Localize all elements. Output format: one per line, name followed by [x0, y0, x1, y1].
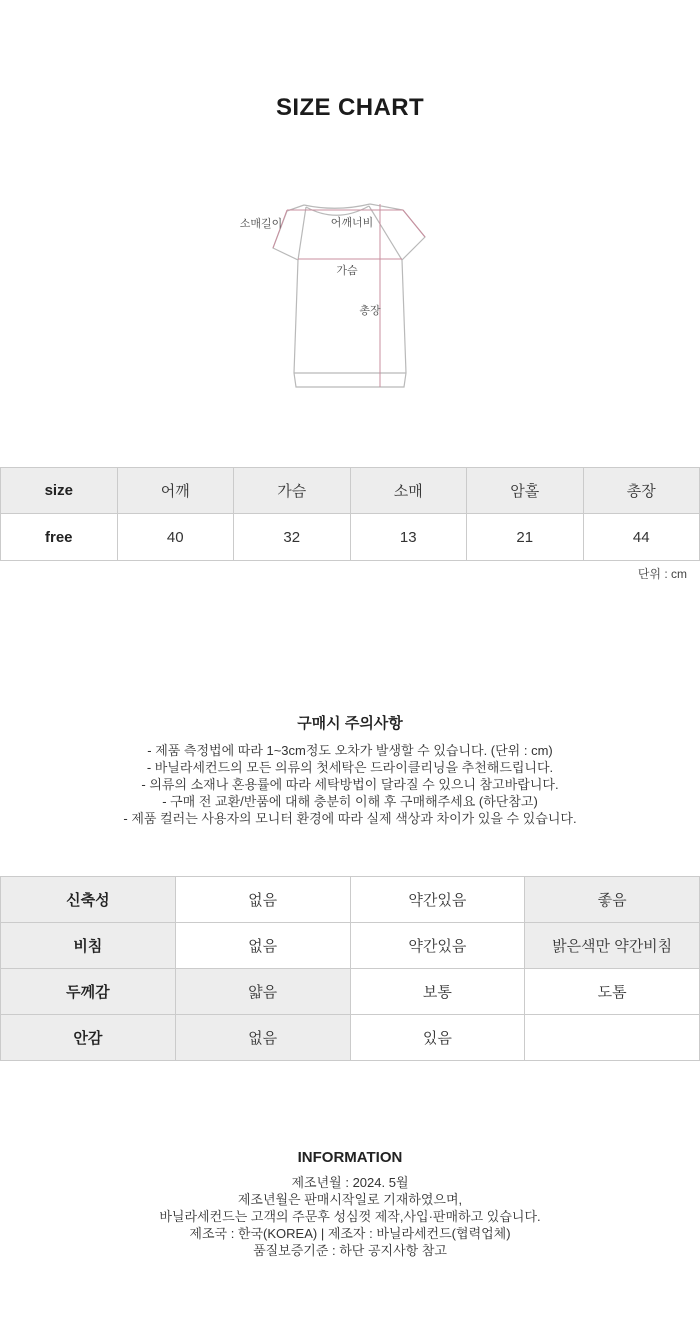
size-table-value-cell: 40: [117, 514, 234, 561]
properties-value-cell: 보통: [350, 969, 525, 1015]
size-table-header-row: [1, 468, 700, 514]
size-table-value-cell: 44: [583, 514, 700, 561]
properties-value-cell: 좋음: [525, 877, 700, 923]
notice-line: - 구매 전 교환/반품에 대해 충분히 이해 후 구매해주세요 (하단참고): [162, 794, 538, 809]
properties-row: [1, 969, 700, 1015]
tshirt-diagram-svg: [230, 190, 470, 402]
size-table-header-cell: size: [1, 468, 118, 514]
information-title: INFORMATION: [297, 1149, 403, 1166]
measurement-lines: [273, 204, 425, 387]
properties-value-cell: 없음: [175, 923, 350, 969]
size-table-header-cell: 어깨: [117, 468, 234, 514]
diagram-labels: [240, 215, 381, 317]
purchase-notice-section: [0, 714, 700, 827]
properties-value-cell: [525, 1015, 700, 1061]
notice-lines: [0, 742, 700, 827]
size-table-header-cell: 암홀: [467, 468, 584, 514]
information-section: [0, 1148, 700, 1259]
notice-line: - 바닐라세컨드의 모든 의류의 첫세탁은 드라이클리닝을 추천해드립니다.: [146, 760, 554, 775]
fabric-properties-table: [0, 876, 700, 1061]
size-table-header-cell: 가슴: [234, 468, 351, 514]
notice-line: - 제품 컬러는 사용자의 모니터 환경에 따라 실제 색상과 차이가 있을 수 있습니다.: [123, 811, 577, 826]
properties-row: [1, 877, 700, 923]
size-table-header-cell: 소매: [350, 468, 467, 514]
notice-line: - 제품 측정법에 따라 1~3cm정도 오차가 발생할 수 있습니다. (단위 : cm): [147, 743, 553, 758]
properties-label-cell: 두께감: [1, 969, 176, 1015]
info-line: 제조국 : 한국(KOREA) | 제조자 : 바닐라세컨드(협력업체): [189, 1226, 511, 1241]
info-line: 바닐라세컨드는 고객의 주문후 성심껏 제작,사입·판매하고 있습니다.: [159, 1209, 541, 1224]
info-line: 제조년월은 판매시작일로 기재하였으며,: [237, 1192, 463, 1207]
size-table-header-cell: 총장: [583, 468, 700, 514]
size-table-value-cell: 21: [467, 514, 584, 561]
size-table-value-cell: 13: [350, 514, 467, 561]
info-line: 제조년월 : 2024. 5월: [291, 1175, 409, 1190]
properties-value-cell: 약간있음: [350, 923, 525, 969]
size-table: [0, 467, 700, 561]
properties-value-cell: 밝은색만 약간비침: [525, 923, 700, 969]
page-title: SIZE CHART: [276, 94, 424, 121]
properties-row: [1, 923, 700, 969]
properties-value-cell: 도톰: [525, 969, 700, 1015]
properties-label-cell: 비침: [1, 923, 176, 969]
properties-row: [1, 1015, 700, 1061]
properties-label-cell: 안감: [1, 1015, 176, 1061]
size-table-value-cell: 32: [234, 514, 351, 561]
properties-value-cell: 얇음: [175, 969, 350, 1015]
tshirt-outline: [273, 204, 425, 387]
purchase-notice-title: 구매시 주의사항: [297, 715, 403, 732]
properties-value-cell: 없음: [175, 1015, 350, 1061]
shoulder-width-label: 어깨너비: [330, 217, 374, 229]
properties-value-cell: 있음: [350, 1015, 525, 1061]
info-line: 품질보증기준 : 하단 공지사항 참고: [253, 1243, 447, 1258]
properties-table-body: [1, 877, 700, 1061]
properties-value-cell: 약간있음: [350, 877, 525, 923]
properties-label-cell: 신축성: [1, 877, 176, 923]
total-length-label: 총장: [359, 305, 381, 317]
tshirt-measurement-diagram: [230, 190, 470, 402]
unit-note: 단위 : cm: [637, 567, 687, 581]
info-lines: [0, 1174, 700, 1259]
notice-line: - 의류의 소재나 혼용률에 따라 세탁방법이 달라질 수 있으니 참고바랍니다.: [141, 777, 559, 792]
sleeve-length-label: 소매길이: [239, 218, 283, 230]
right-sleeve-line: [403, 210, 425, 237]
properties-value-cell: 없음: [175, 877, 350, 923]
size-table-value-cell: free: [1, 514, 118, 561]
size-table-value-row: [1, 514, 700, 561]
chest-label: 가슴: [336, 265, 358, 277]
